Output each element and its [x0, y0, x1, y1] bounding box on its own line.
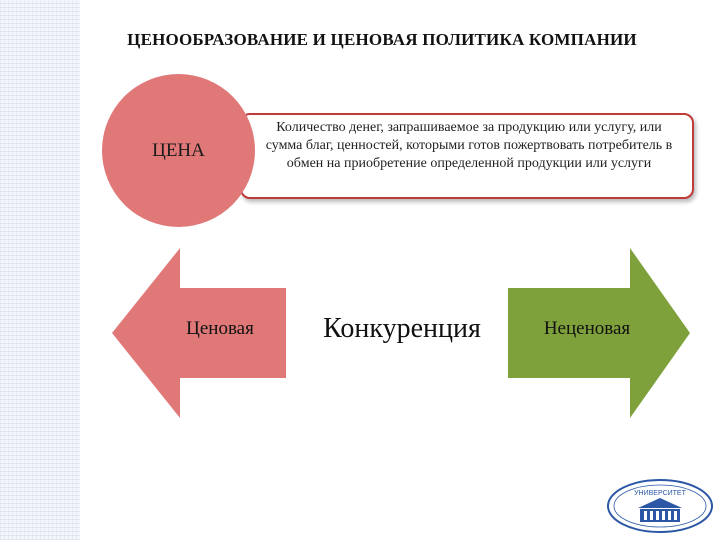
definition-text: Количество денег, запрашиваемое за продукцию или услугу, или сумма благ, ценностей, которыми готов пожертвовать потребитель в обмен на приобретение определенной продукции или услуги — [265, 120, 673, 171]
university-logo — [604, 474, 716, 534]
university-building-icon — [638, 498, 682, 522]
competition-label: Конкуренция — [323, 313, 481, 344]
non-price-competition-label: Неценовая — [543, 318, 631, 339]
price-circle-label: ЦЕНА — [152, 140, 205, 161]
price-competition-label: Ценовая — [186, 318, 254, 339]
slide-title: ЦЕНООБРАЗОВАНИЕ И ЦЕНОВАЯ ПОЛИТИКА КОМПАНИИ — [127, 30, 637, 49]
logo-text: УНИВЕРСИТЕТ — [634, 490, 686, 497]
